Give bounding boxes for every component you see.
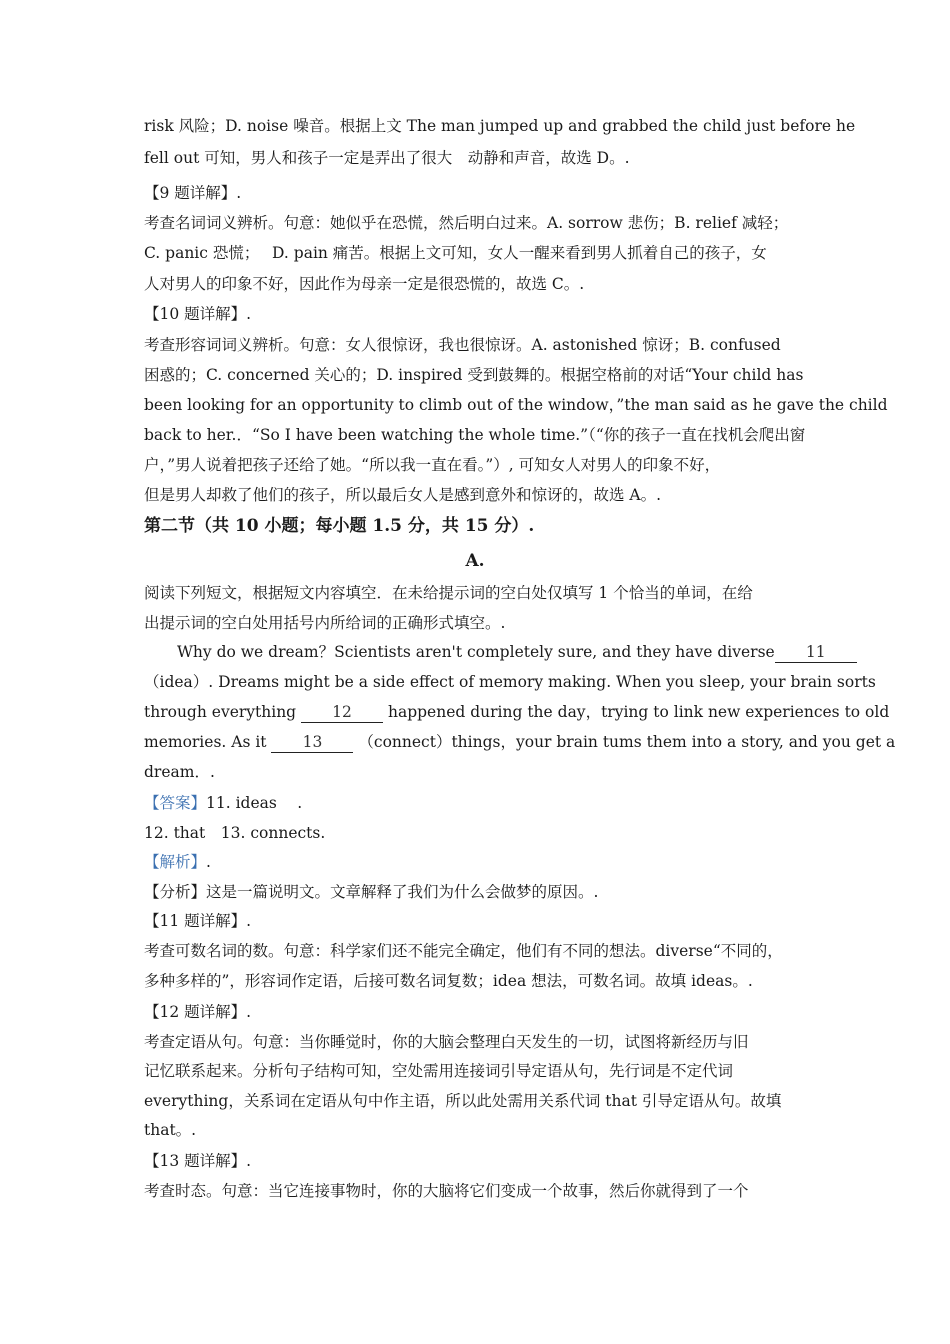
part-label: A.: [465, 551, 485, 571]
section-title: 第二节（共 10 小题；每小题 1.5 分，共 15 分）.: [144, 516, 535, 536]
analysis-tail: .: [206, 853, 211, 871]
blank-13: 13: [271, 732, 353, 753]
answer-line: [144, 792, 814, 814]
passage-text: （connect）things，your brain tums them into a story, and you get a: [358, 733, 896, 751]
text-line: back to her.．“So I have been watching the whole time.”（“你的孩子一直在找机会爬出窗: [144, 426, 806, 444]
answer-line: 12. that 13. connects.: [144, 824, 326, 842]
question-heading-9: 【9 题详解】.: [144, 184, 242, 202]
text-line: everything，关系词在定语从句中作主语，所以此处需用关系代词 that 引导定语从句。故填: [144, 1092, 782, 1110]
text-line: that。.: [144, 1121, 197, 1139]
text-line: 考查可数名词的数。句意：科学家们还不能完全确定，他们有不同的想法。diverse“不同的，: [144, 942, 783, 960]
text-line: C. panic 恐慌； D. pain 痛苦。根据上文可知，女人一醒来看到男人抓着自己的孩子，女: [144, 244, 767, 262]
text-line: 人对男人的印象不好，因此作为母亲一定是很恐慌的，故选 C。.: [144, 275, 585, 293]
passage-text: memories. As it: [144, 733, 267, 751]
analysis-summary: 【分析】这是一篇说明文。文章解释了我们为什么会做梦的原因。.: [144, 883, 599, 901]
text-line: been looking for an opportunity to climb out of the window，”the man said as he gave the child: [144, 396, 888, 414]
text-line: 户，”男人说着把孩子还给了她。“所以我一直在看。”）, 可知女人对男人的印象不好，: [144, 456, 721, 474]
instruction-line: 出提示词的空白处用括号内所给词的正确形式填空。.: [144, 614, 506, 632]
answer-label: 【答案】: [144, 794, 207, 812]
text-line: 但是男人却救了他们的孩子，所以最后女人是感到意外和惊讶的，故选 A。.: [144, 486, 662, 504]
blank-12: 12: [301, 702, 383, 723]
text-line: fell out 可知，男人和孩子一定是弄出了很大 动静和声音，故选 D。.: [144, 149, 630, 167]
passage-line: dream．.: [144, 763, 215, 781]
instruction-line: 阅读下列短文，根据短文内容填空．在未给提示词的空白处仅填写 1 个恰当的单词，在给: [144, 584, 753, 602]
question-heading-13: 【13 题详解】.: [144, 1152, 252, 1170]
text-line: 考查名词词义辨析。句意：她似乎在恐慌，然后明白过来。A. sorrow 悲伤；B. relief 减轻；: [144, 214, 789, 232]
text-line: 考查形容词词义辨析。句意：女人很惊讶，我也很惊讶。A. astonished 惊讶；B. confused: [144, 336, 781, 354]
passage-line: [177, 641, 826, 663]
analysis-heading: [144, 851, 814, 873]
text-line: risk 风险；D. noise 噪音。根据上文 The man jumped up and grabbed the child just before he: [144, 117, 856, 135]
blank-11: 11: [775, 642, 857, 663]
question-heading-12: 【12 题详解】.: [144, 1003, 252, 1021]
passage-line: （idea）. Dreams might be a side effect of memory making. When you sleep, your brain sorts: [144, 673, 876, 691]
passage-text: through everything: [144, 703, 297, 721]
question-heading-11: 【11 题详解】.: [144, 912, 252, 930]
passage-line: [144, 731, 896, 753]
text-line: 考查时态。句意：当它连接事物时，你的大脑将它们变成一个故事，然后你就得到了一个: [144, 1182, 749, 1200]
text-line: 多种多样的”，形容词作定语，后接可数名词复数；idea 想法，可数名词。故填 ideas。.: [144, 972, 753, 990]
passage-text: happened during the day，trying to link new experiences to old: [387, 703, 890, 721]
analysis-label: 【解析】: [144, 853, 207, 871]
text-line: 考查定语从句。句意：当你睡觉时，你的大脑会整理白天发生的一切，试图将新经历与旧: [144, 1033, 749, 1051]
passage-line: [144, 701, 890, 723]
passage-text: Why do we dream？Scientists aren't completely sure, and they have diverse: [177, 643, 775, 661]
question-heading-10: 【10 题详解】.: [144, 305, 252, 323]
text-line: 困惑的；C. concerned 关心的；D. inspired 受到鼓舞的。根据空格前的对话“Your child has: [144, 366, 804, 384]
answer-text: 11. ideas .: [206, 794, 303, 812]
text-line: 记忆联系起来。分析句子结构可知，空处需用连接词引导定语从句，先行词是不定代词: [144, 1062, 734, 1080]
